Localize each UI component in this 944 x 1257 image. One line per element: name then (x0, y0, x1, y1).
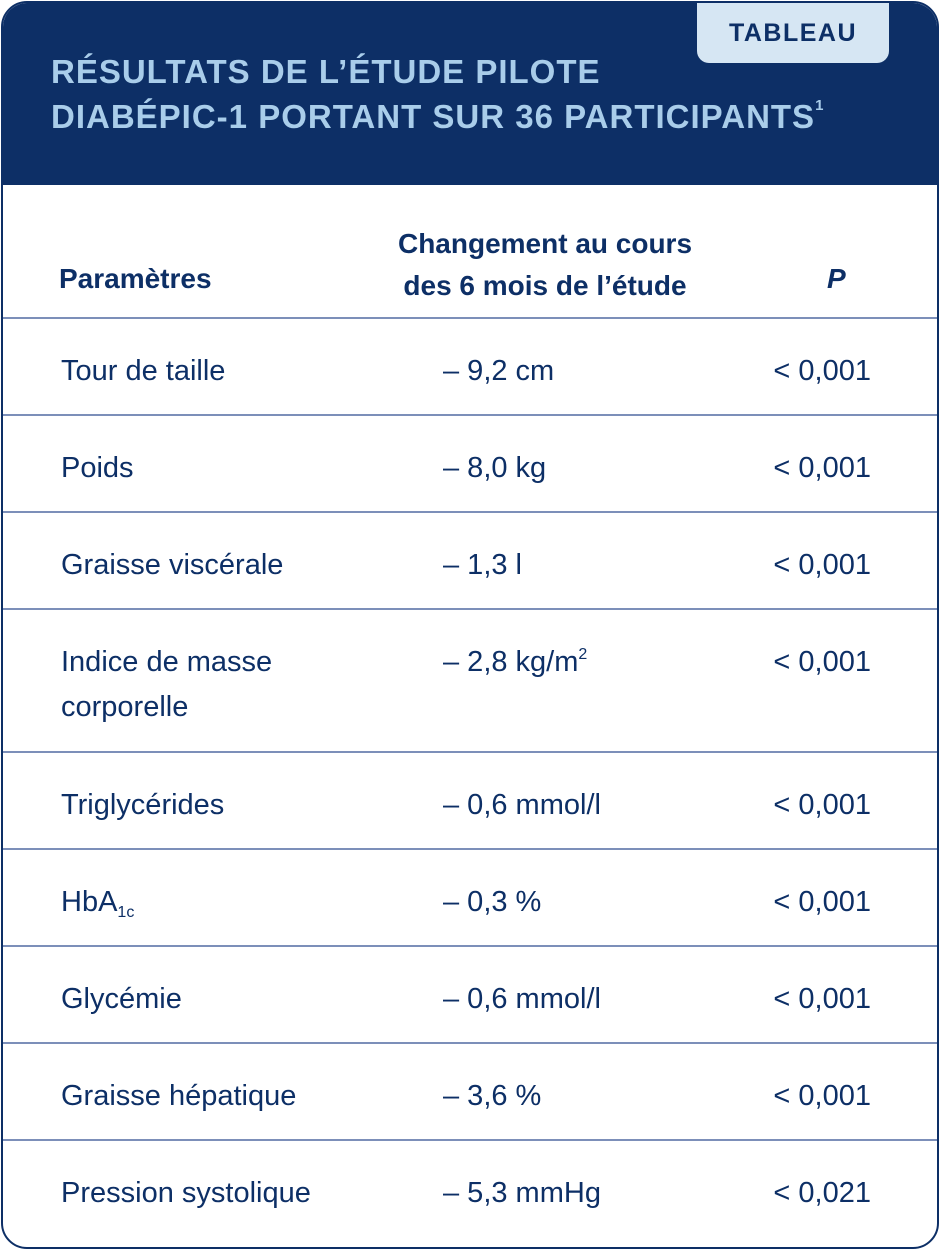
table-row (3, 319, 937, 416)
row-parameter: Triglycérides (61, 789, 225, 821)
table-column-headers (3, 185, 937, 319)
row-change-text: – 2,8 kg/m (443, 646, 579, 678)
column-header-p: P (827, 263, 846, 294)
table-row (3, 850, 937, 947)
row-p-value: < 0,021 (773, 1177, 871, 1209)
row-p-value: < 0,001 (773, 452, 871, 484)
row-parameter: Glycémie (61, 983, 182, 1015)
tableau-badge: TABLEAU (697, 3, 889, 63)
row-parameter: Graisse viscérale (61, 549, 284, 581)
column-header-parametres: Paramètres (59, 263, 212, 294)
row-parameter-subscript: 1c (117, 904, 135, 921)
row-change: – 9,2 cm (443, 355, 555, 387)
table-row (3, 610, 937, 753)
row-change: – 1,3 l (443, 549, 522, 581)
row-p-value: < 0,001 (773, 646, 871, 678)
row-change: – 3,6 % (443, 1080, 542, 1112)
row-change: – 0,3 % (443, 886, 542, 918)
table-title (51, 49, 824, 139)
table-row (3, 416, 937, 513)
title-line-1: RÉSULTATS DE L’ÉTUDE PILOTE (51, 53, 601, 90)
column-header-changement (347, 223, 743, 307)
row-p-value: < 0,001 (773, 355, 871, 387)
row-parameter: Poids (61, 452, 134, 484)
row-parameter: Tour de taille (61, 355, 226, 387)
row-change (443, 640, 587, 685)
row-change-superscript: 2 (578, 646, 588, 663)
results-table-card (1, 1, 939, 1249)
row-change: – 0,6 mmol/l (443, 789, 601, 821)
title-line-2 (51, 94, 824, 139)
column-header-changement-line-2: des 6 mois de l’étude (403, 270, 687, 301)
row-p-value: < 0,001 (773, 983, 871, 1015)
row-parameter-text: HbA (61, 886, 118, 918)
column-header-changement-line-1: Changement au cours (397, 228, 693, 259)
row-parameter: Indice de masse corporelle (61, 646, 273, 723)
title-footnote-marker: 1 (815, 97, 825, 114)
table-row (3, 753, 937, 850)
row-parameter: Pression systolique (61, 1177, 311, 1209)
title-line-2-text: DIABÉPIC-1 PORTANT SUR 36 PARTICIPANTS (51, 98, 816, 135)
row-p-value: < 0,001 (773, 789, 871, 821)
row-change: – 8,0 kg (443, 452, 547, 484)
table-row (3, 947, 937, 1044)
table-row (3, 1141, 937, 1238)
table-header-banner (3, 3, 937, 185)
row-p-value: < 0,001 (773, 1080, 871, 1112)
results-table (3, 185, 937, 1238)
row-p-value: < 0,001 (773, 886, 871, 918)
row-p-value: < 0,001 (773, 549, 871, 581)
row-change: – 0,6 mmol/l (443, 983, 601, 1015)
row-change: – 5,3 mmHg (443, 1177, 601, 1209)
row-parameter: Graisse hépatique (61, 1080, 297, 1112)
table-row (3, 1044, 937, 1141)
row-parameter (61, 880, 361, 925)
table-row (3, 513, 937, 610)
